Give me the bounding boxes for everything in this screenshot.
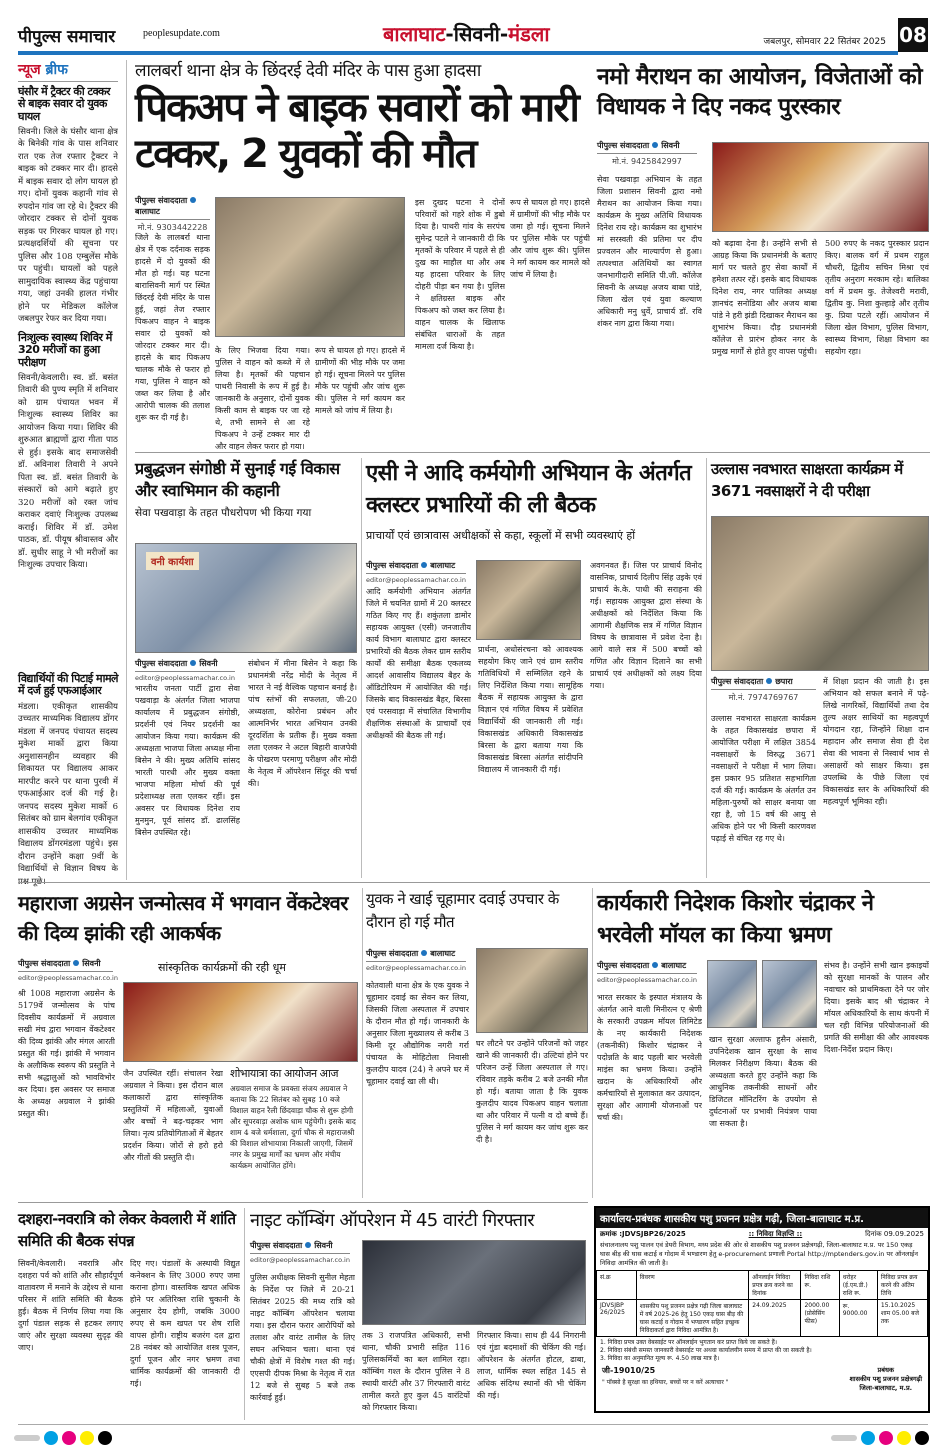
brief-body: मंडला। एकीकृत शासकीय उच्चतर माध्यमिक विद्यालय डोंगर मंडला में जनपद पंचायत सदस्य मुकेश मार्को द्वारा किया अनुशासनहीन व्यवहार की शिकायत पर विद्यालय आकर मारपीट करने पर थाना पुरवी में एफआईआर दर्ज की गई है। जनपद सदस्य मुकेश मार्को 6 सितंबर को ग्राम बेलगांव एकीकृत शासकीय उच्चतर माध्यमिक विद्यालय डोंगरमंडला पहुंचे। इस दौरान उन्होंने कक्षा 9वीं के विद्यार्थियों से विज्ञान विषय के: [18, 701, 118, 874]
section-divider: [18, 1202, 588, 1203]
article-text: 500 रुपए के नकद पुरस्कार प्रदान किए। बालक वर्ग में प्रथम राहुल चौधरी, द्वितीय सचिन मिश्रा एवं तृतीय अनुराग मरकाम रहे। बालिका वर्ग में प्रथम कु. तेजेश्वरी मरावी, द्वितीय कु. निशा कुल्हाड़े और तृतीय कु. प्रिया पटले रहीं। आयोजन में जिला खेल विभाग, पुलिस विभाग, स्वास्थ्य विभाग, शिक्षा विभाग का सहयोग रहा।: [825, 239, 929, 356]
byline-name: पीपुल्स संवाददाता: [366, 561, 419, 570]
box-body: अग्रवाल समाज के प्रवक्ता संजय अग्रवाल ने बताया कि 22 सितंबर को सुबह 10 बजे विशाल वाहन रैली छिंदवाड़ा चौक से शुरू होगी और सूपरवाड़ा अशोक धाम पहुंचेगी। इसके बाद शाम 4 बजे धर्मशाला, दुर्गा चौक से महाराजश्री की विशाल शोभायात्रा निकाली जाएगी, जिसमें नगर के प्रमुख मार्गों का भ्रमण और मंचीय कार्यक्रम आयोजित होंगे।: [230, 1084, 356, 1171]
masthead: [18, 18, 928, 54]
news-brief-label-part: न्यूज: [18, 62, 41, 78]
news-brief-column: [18, 60, 118, 880]
table-cell: JDVSJBP 26/2025: [597, 1300, 637, 1337]
ad-date: दिनांक 09.09.2025: [865, 1230, 924, 1238]
article-text: भारत सरकार के इस्पात मंत्रालय के अंतर्गत आने वाली मिनीरत्न ए श्रेणी के सरकारी उपक्रम मॉयल लिमिटेड के नए कार्यकारी निदेशक (तकनीकी) किशोर चंद्राकर ने पदोन्नति के बाद पहली बार भरवेली माइंस का भ्रमण किया। उन्होंने खदान के अधिकारियों और कर्मचारियों से मुलाकात कर उत्पादन, सुरक्षा और आगामी योजनाओं पर चर्चा की।: [597, 993, 702, 1122]
footer-rule: [18, 1424, 928, 1425]
ad-slogan: " पॉक्सो है सुरक्षा का हथियार, बच्चों पर न करें अत्याचार ": [602, 1379, 729, 1386]
bullet-icon: [421, 950, 427, 956]
column-divider: [126, 60, 127, 880]
logo: पीपुल्स समाचार: [18, 27, 116, 47]
byline-name: पीपुल्स संवाददाता: [135, 196, 188, 205]
email: editor@peoplessamachar.co.in: [135, 674, 235, 682]
shobhayatra-box: [230, 1068, 358, 1198]
registration-marks: [0, 1430, 945, 1445]
portrait-photo: [762, 960, 817, 1028]
email: editor@peoplessamachar.co.in: [366, 964, 466, 972]
ad-code: जी-19010/25: [602, 1366, 656, 1375]
page-number: 08: [898, 18, 928, 52]
seminar-subhead: सेवा पखवाड़ा के तहत पौधरोपण भी किया गया: [135, 507, 312, 519]
bullet-icon: [652, 962, 658, 968]
byline-name: पीपुल्स संवाददाता: [366, 949, 419, 958]
tender-table: [596, 1270, 928, 1337]
article-text: में शिक्षा प्रदान की जाती है। इस अभियान को सफल बनाने में पढ़े-लिखे नागरिकों, विद्यार्थियों तथा देव तुल्य अक्षर साथियों का महत्वपूर्ण योगदान रहा, जिन्होंने शिक्षा दान महादान और समाज सेवा ही देश सेवा की भावना से निस्वार्थ भाव से असाक्षरों को साक्षर किया। इस उपलब्धि के पीछे जिला एवं विकासखंड स्तर के अधिकारियों की महत्वपूर्ण भूमिका रही।: [823, 677, 929, 806]
registration-dot-icon: [98, 1431, 112, 1445]
seminar-headline: प्रबुद्धजन संगोष्ठी में सुनाई गई विकास और स्वाभिमान की कहानी: [135, 459, 340, 500]
dussehra-story: [18, 1208, 240, 1420]
ad-ref-no: क्रमांक :JDVSJBP26/2025: [600, 1230, 686, 1238]
brief-body: सिवनी। जिले के घंसौर थाना क्षेत्र के बिनेकी गांव के पास शनिवार रात एक तेज रफ्तार ट्रैक्टर ने बाइक को टक्कर मार दी। हादसे में बाइक सवार दो लोग घायल हो गए। दोनों युवक कहानी गांव से रुपदोन गांव जा रहे थे। ट्रैक्टर की जोरदार टक्कर से दोनों युवक सड़क पर गिरकर घायल हो गए। प्रत्यक्षदर्शियों की सूचना पर पुलिस और 108 एम्बुलेंस मौके पर पहुंची। घायलों को पहले सामुदायिक स्वास्थ्य केंद्र पहुंचाया गया, जहां उनकी हालत गंभीर होने पर मेडिकल कॉलेज जबलपुर रेफर कर दिया गया।: [18, 126, 118, 325]
article-text: तक 3 राजपत्रित अधिकारी, सभी थाना, चौकी प्रभारी सहित 116 पुलिसकर्मियों का बल शामिल रहा। कॉम्बिंग गश्त के दौरान पुलिस ने 8 स्थायी वारंटी और 37 गिरफ्तारी वारंट तामील करते हुए कुल 45 वारंटियों को गिरफ्तार किया।: [362, 1331, 470, 1412]
ad-note: 3. निविदा का अनुमानित मूल्य रू. 4.50 लाख मात्र है।: [600, 1355, 720, 1362]
poison-story: [366, 888, 588, 1198]
marathon-headline: नमो मैराथन का आयोजन, विजेताओं को विधायक ने दिए नकद पुरस्कार: [597, 64, 923, 120]
registration-dot-icon: [831, 1435, 857, 1441]
byline: [366, 948, 466, 962]
registration-dot-icon: [915, 1431, 929, 1445]
column-header: धरोहर (ई.एम.डी.) राशि रू.: [839, 1271, 877, 1300]
poison-headline: युवक ने खाई चूहामार दवाई उपचार के दौरान हो गई मौत: [366, 890, 559, 931]
agrasen-subhead: सांस्कृतिक कार्यक्रमों की रही धूम: [158, 961, 286, 974]
registration-dot-icon: [44, 1431, 58, 1445]
ad-note: 2. निविदा संबंधी समस्त जानकारी वेबसाईट पर अथवा कार्यालयीन समय में प्राप्त की जा सकती है।: [600, 1347, 812, 1354]
byline: [135, 195, 210, 220]
registration-dots-right: [827, 1430, 929, 1449]
article-text: के लिए भिजवा दिया गया। पुलिस ने वाहन को कब्जे में ले लिया है। मृतकों की पहचान पाथरी निवासी के रूप में हुई है। जानकारी के अनुसार, दोनों युवक किसी काम से बाइक पर जा रहे थे, तभी सामने से आ रहे पिकअप ने उन्हें टक्कर मार दी और वाहन लेकर फरार हो गया।: [215, 346, 310, 450]
combing-headline: नाइट कॉम्बिंग ऑपरेशन में 45 वारंटी गिरफ्तार: [250, 1210, 535, 1231]
agrasen-headline: महाराजा अग्रसेन जन्मोत्सव में भगवान वेंकटेश्वर की दिव्य झांकी रही आकर्षक: [18, 891, 348, 945]
brief-headline: निःशुल्क स्वास्थ्य शिविर में 320 मरीजों का हुआ परीक्षण: [18, 330, 112, 369]
column-divider: [706, 458, 707, 878]
ad-title: कार्यालय-प्रबंधक शासकीय पशु प्रजनन प्रक्षेत्र गढ़ी, जिला-बालाघाट म.प्र.: [596, 1208, 928, 1228]
article-text: खान सुरक्षा अल्ताफ हुसैन अंसारी, उपनिदेशक खान सुरक्षा के साथ मिलकर निरीक्षण किया। बैठक की अध्यक्षता करते हुए उन्होंने कहा कि आधुनिक तकनीकी साधनों और डिजिटल मॉनिटरिंग के उपयोग से दुर्घटनाओं पर प्रभावी नियंत्रण पाया जा सकता है।: [709, 1035, 817, 1128]
news-brief-label: [18, 60, 118, 82]
byline: [366, 560, 466, 574]
registration-dot-icon: [14, 1435, 40, 1441]
lead-kicker: लालबर्रा थाना क्षेत्र के छिंदरई देवी मंदिर के पास हुआ हादसा: [135, 61, 481, 81]
byline-name: पीपुल्स संवाददाता: [711, 677, 764, 686]
bullet-icon: [73, 960, 79, 966]
news-brief-label-part: ब्रीफ: [45, 62, 68, 78]
dateline: जबलपुर, सोमवार 22 सितंबर 2025: [763, 37, 886, 47]
lead-story: [135, 62, 590, 450]
byline: [711, 676, 816, 690]
registration-dot-icon: [62, 1431, 76, 1445]
seminar-photo: [135, 543, 357, 653]
email: editor@peoplessamachar.co.in: [250, 1256, 350, 1264]
brief-headline: विद्यार्थियों की पिटाई मामले में दर्ज हुई एफआईआर: [18, 671, 118, 698]
article-text: अवगनवत हैं। जिस पर प्राचार्य विनोद वासनिक, प्राचार्य दिलीप सिंह उइके एवं प्राचार्य के.के. पाधी की सराहना की गई। सहायक आयुक्त द्वारा संस्था के अधीक्षकों को निर्देशित किया कि आगामी शैक्षणिक सत्र में गणित विज्ञान विषय के छात्रावास में प्रवेश देना है। आगे वाले सत्र में 500 बच्चों को गणित और विज्ञान दिलाने का सभी प्राचार्य एवं अधीक्षकों को लक्ष्य दिया गया।: [590, 561, 702, 690]
registration-dot-icon: [897, 1431, 911, 1445]
article-text: घर लौटने पर उन्होंने परिजनों को जहर खाने की जानकारी दी। उल्टियां होने पर परिजन उन्हें जिला अस्पताल ले गए। रविवार तड़के करीब 2 बजे उनकी मौत हो गई। बताया जाता है कि युवक कुलदीप यादव पिकअप वाहन चलाता था और परिवार में पत्नी व दो बच्चे हैं। पुलिस ने मर्ग कायम कर जांच शुरू कर दी है।: [476, 1039, 588, 1144]
accident-scene-photo: [215, 197, 405, 337]
hospital-photo: [476, 948, 588, 1033]
byline: [250, 1240, 350, 1254]
lead-headline: पिकअप ने बाइक सवारों को मारी टक्कर, 2 युवकों की मौत: [135, 85, 578, 178]
table-cell: 24.09.2025: [749, 1300, 801, 1337]
column-header: सं.क्र: [597, 1271, 637, 1300]
registration-dot-icon: [879, 1431, 893, 1445]
kishore-story: [597, 888, 929, 1198]
table-row: [597, 1300, 928, 1337]
ad-signatory: जिला-बालाघाट, म.प्र.: [859, 1384, 913, 1392]
section-divider: [135, 452, 930, 453]
mobile-number: मो.नं. 9425842997: [612, 157, 682, 166]
table-cell: शासकीय पशु प्रजनन प्रक्षेत्र गढ़ी जिला बालाघाट में वर्ष 2025-26 हेतु 150 एकड़ घास बीड़ की घास कटाई व गोदाम में भण्डारण सहित इच्छुक निविदाकर्ता द्वारा निविदा आमंत्रित है।: [636, 1300, 749, 1337]
table-cell: 2000.00 (प्रोसेसिंग फीस): [801, 1300, 839, 1337]
column-divider: [592, 888, 593, 1198]
ad-notice-title: :: निविदा विज्ञप्ति ::: [748, 1230, 803, 1238]
bullet-icon: [305, 1242, 311, 1248]
article-text: को बढ़ावा देना है। उन्होंने सभी से आग्रह किया कि प्रधानमंत्री के बताए मार्ग पर चलते हुए सेवा कार्यों में हमेशा तत्पर रहें। इसके बाद विधायक दिनेश राय, नगर पालिका अध्यक्ष ज्ञानचंद सनोडिया और अजय बाबा पांडे ने हरी झंडी दिखाकर मैराथन का शुभारंभ किया। दौड़ प्रधानमंत्री कॉलेज से प्रारंभ होकर नगर के प्रमुख मार्गों से होते हुए वापस पहुंची।: [712, 239, 817, 356]
email: editor@peoplessamachar.co.in: [597, 976, 697, 984]
jhanki-photo: [123, 982, 358, 1062]
byline-location: सिवनी: [314, 1241, 333, 1250]
bullet-icon: [190, 197, 196, 203]
byline-location: सिवनी: [661, 141, 680, 150]
registration-dot-icon: [80, 1431, 94, 1445]
literacy-headline: उल्लास नवभारत साक्षरता कार्यक्रम में 3671 नवसाक्षरों ने दी परीक्षा: [711, 460, 903, 500]
table-header-row: [597, 1271, 928, 1300]
article-text: श्री 1008 महाराजा अग्रसेन के 5179वें जन्मोत्सव के पांच दिवसीय कार्यक्रमों में अग्रवाल सखी मंच द्वारा भगवान वेंकटेश्वर की दिव्य झांकी और मंगल आरती प्रस्तुत की गई। झांकी में भगवान के अलौकिक स्वरूप की प्रस्तुति ने सभी श्रद्धालुओं को भावविभोर कर दिया। इस अवसर पर समाज के अध्यक्ष अग्रवाल ने झांकी प्रस्तुत की।: [18, 989, 115, 1118]
meeting-photo: [476, 560, 581, 640]
byline-location: बालाघाट: [661, 961, 687, 970]
email: editor@peoplessamachar.co.in: [18, 974, 118, 982]
byline-name: पीपुल्स संवाददाता: [135, 659, 188, 668]
article-text: रूप से घायल हो गए। हादसे में ग्रामीणों की भीड़ मौके पर जमा हो गई। सूचना मिलने पर पुलिस मौके पर पहुंची और जांच शुरू की। पुलिस ने मर्ग कायम कर मामले को जांच में लिया है।: [510, 198, 590, 279]
mobile-number: मो.नं. 9303442228: [137, 223, 208, 232]
brief-body: सिवनी/केवलारी। स्व. डॉ. बसंत तिवारी की पुण्य स्मृति में शनिवार को ग्राम पंचायत भवन में निःशुल्क स्वास्थ्य शिविर का आयोजन किया गया। शिविर की शुरुआत ब्राह्मणों द्वारा गीता पाठ से हुई। इसके बाद समाजसेवी डॉ. अविनाश तिवारी ने अपने पिता स्व. डॉ. बसंत तिवारी के संस्कारों को आगे बढ़ाते हुए 320 मरीजों को रक्त जांच कराकर दवाएं निःशुल्क उपलब्ध कराईं। शिविर में डॉ. उमेश पाठक, डॉ. पीयूष श्रीवास्तव और डॉ. सुधीर साहू ने भी मरीजों का निःशुल्क उपचार किया।: [18, 372, 118, 571]
article-text: प्रार्थना, अधोसंरचना को आवश्यक सहयोग किए जाने एवं ग्राम स्तरीय गतिविधियों में सम्मिलित रहने के लिए निर्देशित किया गया। सामूहिक बैठक में सहायक आयुक्त के द्वारा विज्ञान एवं गणित विषय में प्रवेशित विद्यार्थियों की जानकारी ली गई। विकासखंड अधिकारी विकासखंड बिरसा के द्वारा बताया गया कि विकासखंड बिरसा अंतर्गत सांदीपनि विद्यालय में जानकारी दी गई।: [478, 645, 583, 774]
mobile-number: मो.नं. 7974769767: [728, 693, 799, 702]
brief-headline: घंसौर में ट्रैक्टर की टक्कर से बाइक सवार दो युवक घायल: [18, 85, 111, 123]
section-title: [383, 20, 550, 47]
byline-location: छपारा: [775, 677, 793, 686]
registration-dots-left: [10, 1430, 112, 1449]
byline-location: सिवनी: [82, 959, 101, 968]
column-header: ऑनलाईन निविदा प्रपत्र क्रय करने का दिनांक: [749, 1271, 801, 1300]
column-header: विवरण: [636, 1271, 749, 1300]
article-text: भारतीय जनता पार्टी द्वारा सेवा पखवाड़ा के अंतर्गत जिला भाजपा कार्यालय में प्रबुद्धजन संगोष्ठी, प्रदर्शनी एवं नियर प्रदर्शनी का आयोजन किया गया। कार्यक्रम की अध्यक्षता भाजपा जिला अध्यक्ष मीना बिसेन ने की। मुख्य अतिथि सांसद भारती पारधी और मुख्य वक्ता भाजपा महिला मोर्चा की पूर्व प्रदेशाध्यक्ष लता एलकर रहीं। इस अवसर पर विधायक दिनेश राय मुनमुन, पूर्व सांसद डॉ. ढालसिंह बिसेन उपस्थित रहे।: [135, 684, 240, 837]
adi-karmayogi-headline: एसी ने आदि कर्मयोगी अभियान के अंतर्गत क्लस्टर प्रभारियों की ली बैठक: [366, 461, 692, 518]
ad-signatory: प्रबंधक: [877, 1366, 894, 1374]
bullet-icon: [421, 562, 427, 568]
byline-name: पीपुल्स संवाददाता: [250, 1241, 303, 1250]
email: editor@peoplessamachar.co.in: [366, 576, 466, 584]
masthead-rule: [18, 51, 898, 55]
dussehra-headline: दशहरा-नवरात्रि को लेकर केवलारी में शांति समिति की बैठक संपन्न: [18, 1210, 236, 1250]
article-text: इस दुखद घटना ने दोनों परिवारों को गहरे शोक में डुबो दिया है। पाथरी गांव के सरपंच सुमेन्द्र पटले ने जानकारी दी कि मृतकों के परिवार में पहले से ही दुख का माहौल था और अब यह हादसा परिवार के लिए दोहरी पीड़ा बन गया है। पुलिस ने क्षतिग्रस्त बाइक और पिकअप को जब्त कर लिया है। वाहन चालक के खिलाफ संबंधित धाराओं के तहत मामला दर्ज किया है।: [415, 198, 505, 351]
ad-signatory: शासकीय पशु प्रजनन प्रक्षेत्रगढ़ी: [849, 1375, 922, 1383]
article-text: संबोधन में मीना बिसेन ने कहा कि प्रधानमंत्री नरेंद्र मोदी के नेतृत्व में भारत ने नई वैश्विक पहचान बनाई है। पांच स्तंभों की सफलता, जी-20 अध्यक्षता, कोरोना प्रबंधन और आत्मनिर्भर भारत अभियान उनकी दूरदर्शिता के प्रतीक हैं। मुख्य वक्ता लता एलकर ने अटल बिहारी वाजपेयी के पोखरण परमाणु परीक्षण और मोदी के नेतृत्व में ऑपरेशन सिंदूर की चर्चा की।: [248, 659, 357, 788]
article-text: पुलिस अधीक्षक सिवनी सुनील मेहता के निर्देश पर जिले में 20-21 सितंबर 2025 की मध्य रात्रि को नाइट कॉम्बिंग ऑपरेशन चलाया गया। इस दौरान फरार आरोपियों को तलाश और वारंट तामील के लिए सघन अभियान चला। थाना एवं चौकी क्षेत्रों में विशेष गश्त की गई। एएसपी दीपक मिश्रा के नेतृत्व में रात 12 बजे से सुबह 5 बजे तक कार्रवाई हुई।: [250, 1273, 355, 1402]
box-title: शोभायात्रा का आयोजन आज: [230, 1067, 338, 1080]
marathon-story: [597, 62, 929, 450]
photo-banner: वनी कार्यशा: [146, 552, 199, 570]
kishore-headline: कार्यकारी निदेशक किशोर चंद्राकर ने भरवेली मॉयल का किया भ्रमण: [597, 891, 874, 948]
column-divider: [244, 1208, 245, 1420]
byline-name: पीपुल्स संवाददाता: [597, 961, 650, 970]
byline-location: बालाघाट: [430, 949, 456, 958]
byline-location: बालाघाट: [430, 561, 456, 570]
ad-intro: संचालनालय पशु पालन एवं डेयरी विभाग, मध्य प्रदेश की ओर से शासकीय पशु प्रजनन प्रक्षेत्रगढ़ी, जिला-बालाघाट म.प्र. पर 150 एकड़ घास बीड़ की घास कटाई व गोदाम में भण्डारण हेतु e-procurement प्रणाली Portal http://mptenders.gov.in पर ऑनलाईन निविदा आमंत्रित की जाती है।: [600, 1241, 918, 1267]
article-text: उल्लास नवभारत साक्षरता कार्यक्रम के तहत विकासखंड छपारा में आयोजित परीक्षा में लक्षित 3854 नवसाक्षरों के विरुद्ध 3671 नवसाक्षरों ने परीक्षा में भाग लिया। इस प्रकार 95 प्रतिशत सहभागिता दर्ज की गई। कार्यक्रम के अंतर्गत उन महिला-पुरुषों को साक्षर बनाया जा रहा है, जो 15 वर्ष की आयु से अधिक होने पर भी किसी कारणवश पढ़ाई से वंचित रह गए थे।: [711, 714, 816, 843]
agrasen-story: [18, 888, 358, 1198]
byline: [18, 958, 113, 972]
portrait-photo: [707, 960, 757, 1028]
article-text: दिए गए। पंडालों के अस्थायी विद्युत कनेक्शन के लिए 3000 रुपए जमा कराना होगा। वास्तविक खपत अधिक होने पर अतिरिक्त राशि चुकानी के अनुसार देय होगी, जबकि 3000 रुपए से कम खपत पर शेष राशि वापस होगी। राष्ट्रीय बजरंग दल द्वारा 28 नवंबर को आयोजित शस्त्र पूजन, दुर्गा पूजन और नगर भ्रमण तथा धार्मिक कार्यक्रमों की जानकारी दी गई।: [130, 1259, 240, 1388]
exam-participants-photo: [711, 516, 929, 671]
adi-karmayogi-story: [366, 458, 702, 878]
section-title-part: बालाघाट: [383, 22, 446, 46]
table-cell: रू. 9000.00: [839, 1300, 877, 1337]
bullet-icon: [190, 660, 196, 666]
byline-name: पीपुल्स संवाददाता: [18, 959, 71, 968]
ad-note: 1. निविदा प्रपत्र उक्त वेबसाईट पर ऑनलाईन भुगतान कर प्राप्त किये जा सकते हैं।: [600, 1339, 778, 1346]
registration-dot-icon: [861, 1431, 875, 1445]
seminar-story: [135, 458, 357, 878]
byline: [135, 658, 235, 672]
byline-name: पीपुल्स संवाददाता: [597, 141, 650, 150]
literacy-story: [711, 458, 929, 878]
article-text: गिरफ्तार किया। साथ ही 44 निगरानी एवं गुंडा बदमाशों की चेकिंग की गई। ऑपरेशन के अंतर्गत होटल, ढाबा, लाज, धार्मिक स्थल सहित 145 से अधिक संदिग्ध स्थानों की भी चेकिंग की गई।: [477, 1331, 586, 1400]
column-divider: [362, 888, 363, 1198]
police-operation-photo: [362, 1240, 586, 1325]
table-cell: 15.10.2025 शाम 05.00 बजे तक: [877, 1300, 927, 1337]
adi-karmayogi-subhead: प्राचार्यों एवं छात्रावास अधीक्षकों से कहा, स्कूलों में सभी व्यवस्थाएं हों: [366, 529, 636, 542]
article-text: संभव है। उन्होंने सभी खान इकाइयों को सुरक्षा मानकों के पालन और नवाचार को प्राथमिकता देने पर जोर दिया। इसके बाद श्री चंद्राकर ने मॉयल अधिकारियों के साथ कंपनी में चल रही विभिन्न परियोजनाओं की प्रगति की समीक्षा की और आवश्यक दिशा-निर्देश प्रदान किए।: [824, 961, 929, 1054]
byline-location: सिवनी: [199, 659, 218, 668]
section-title-part: मंडला: [508, 22, 550, 46]
award-ceremony-photo: [712, 142, 929, 232]
article-text: कोतवाली थाना क्षेत्र के एक युवक ने चूहामार दवाई का सेवन कर लिया, जिसकी जिला अस्पताल में उपचार के दौरान मौत हो गई। जानकारी के अनुसार जिला मुख्यालय से करीब 3 किमी दूर औद्योगिक नगरी गर्रा पंचायत के मोहिटोला निवासी कुलदीप यादव (24) ने अपने घर में चूहामार दवाई खा ली थी।: [366, 981, 469, 1086]
column-header: निविदा राशि रू.: [801, 1271, 839, 1300]
combing-story: [250, 1208, 586, 1420]
website-link[interactable]: peoplesupdate.com: [143, 28, 220, 39]
article-text: सिवनी/केवलारी। नवरात्रि और दशहरा पर्व को शांति और सौहार्दपूर्ण वातावरण में मनाने के उद्देश्य से थाना परिसर में शांति समिति की बैठक हुई। बैठक में निर्णय लिया गया कि दुर्गा पंडाल सड़क से हटकर लगाए जाएं और सुरक्षा व्यवस्था सुदृढ़ की जाए।: [18, 1259, 123, 1352]
column-divider: [361, 458, 362, 878]
bullet-icon: [652, 142, 658, 148]
article-text: सेवा पखवाड़ा अभियान के तहत जिला प्रशासन सिवनी द्वारा नमो मैराथन का आयोजन किया गया। कार्यक्रम के मुख्य अतिथि विधायक दिनेश राय रहे। कार्यक्रम का शुभारंभ मां सरस्वती की प्रतिमा पर दीप प्रज्वलन और माल्यार्पण से हुआ। तत्पश्चात अतिथियों का स्वागत जनभागीदारी समिति पी.जी. कॉलेज सिवनी के अध्यक्ष अजय बाबा पांडे, जिला खेल एवं युवा कल्याण अधिकारी मनु धुर्वे, प्राचार्य डॉ. रवि शंकर नाग द्वारा किया गया।: [597, 175, 702, 328]
tender-notice-ad: [594, 1206, 930, 1413]
article-text: जिले के लालबर्रा थाना क्षेत्र में एक दर्दनाक सड़क हादसे में दो युवकों की मौत हो गई। यह घटना बारासिवनी मार्ग पर स्थित छिंदरई देवी मंदिर के पास हुई, जहां तेज रफ्तार पिकअप वाहन ने बाइक सवार दो युवकों को जोरदार टक्कर मार दी। हादसे के बाद पिकअप चालक मौके से फरार हो गया, पुलिस ने वाहन को जब्त कर लिया है और आरोपी चालक की तलाश शुरू कर दी गई है।: [135, 233, 210, 422]
bullet-icon: [766, 678, 772, 684]
article-text: जैन उपस्थित रहीं। संचालन रेखा अग्रवाल ने किया। इस दौरान बाल कलाकारों द्वारा सांस्कृतिक प्रस्तुतियों में महिलाओं, युवाओं और बच्चों ने बढ़-चढ़कर भाग लिया। नृत्य प्रतियोगिताओं में बेहतर प्रदर्शन किया। जोरों से हरो हरो और गीतों की प्रस्तुति दी।: [123, 1069, 223, 1162]
byline: [597, 960, 697, 974]
article-text: आदि कर्मयोगी अभियान अंतर्गत जिले में चयनित ग्रामों में 20 क्लस्टर गठित किए गए हैं। शकुंतला डामोर सहायक आयुक्त (एसी) जनजातीय कार्य विभाग बालाघाट द्वारा क्लस्टर प्रभारियों की बैठक लेकर ग्राम स्तरीय कार्यों की समीक्षा बैठक एकलव्य आदर्श आवासीय विद्यालय बैहर के ऑडिटोरियम में आयोजित की गई। जिसके बाद विकासखंड बैहर, बिरसा एवं परसवाड़ा में संचालित विभागीय शैक्षणिक संस्थाओं के प्राचार्यों एवं अधीक्षकों की बैठक ली गई।: [366, 587, 471, 740]
column-header: निविदा प्रपत्र क्रय करने की अंतिम तिथि: [877, 1271, 927, 1300]
byline: [597, 140, 697, 154]
section-divider: [18, 882, 930, 883]
byline-location: बालाघाट: [135, 207, 160, 216]
section-title-part: -सिवनी-: [445, 22, 509, 46]
article-text: रूप से घायल हो गए। हादसे में ग्रामीणों की भीड़ मौके पर जमा हो गई। सूचना मिलने पर पुलिस मौके पर पहुंची और जांच शुरू की। पुलिस ने मर्ग कायम कर मामले को जांच में लिया है।: [315, 346, 405, 415]
